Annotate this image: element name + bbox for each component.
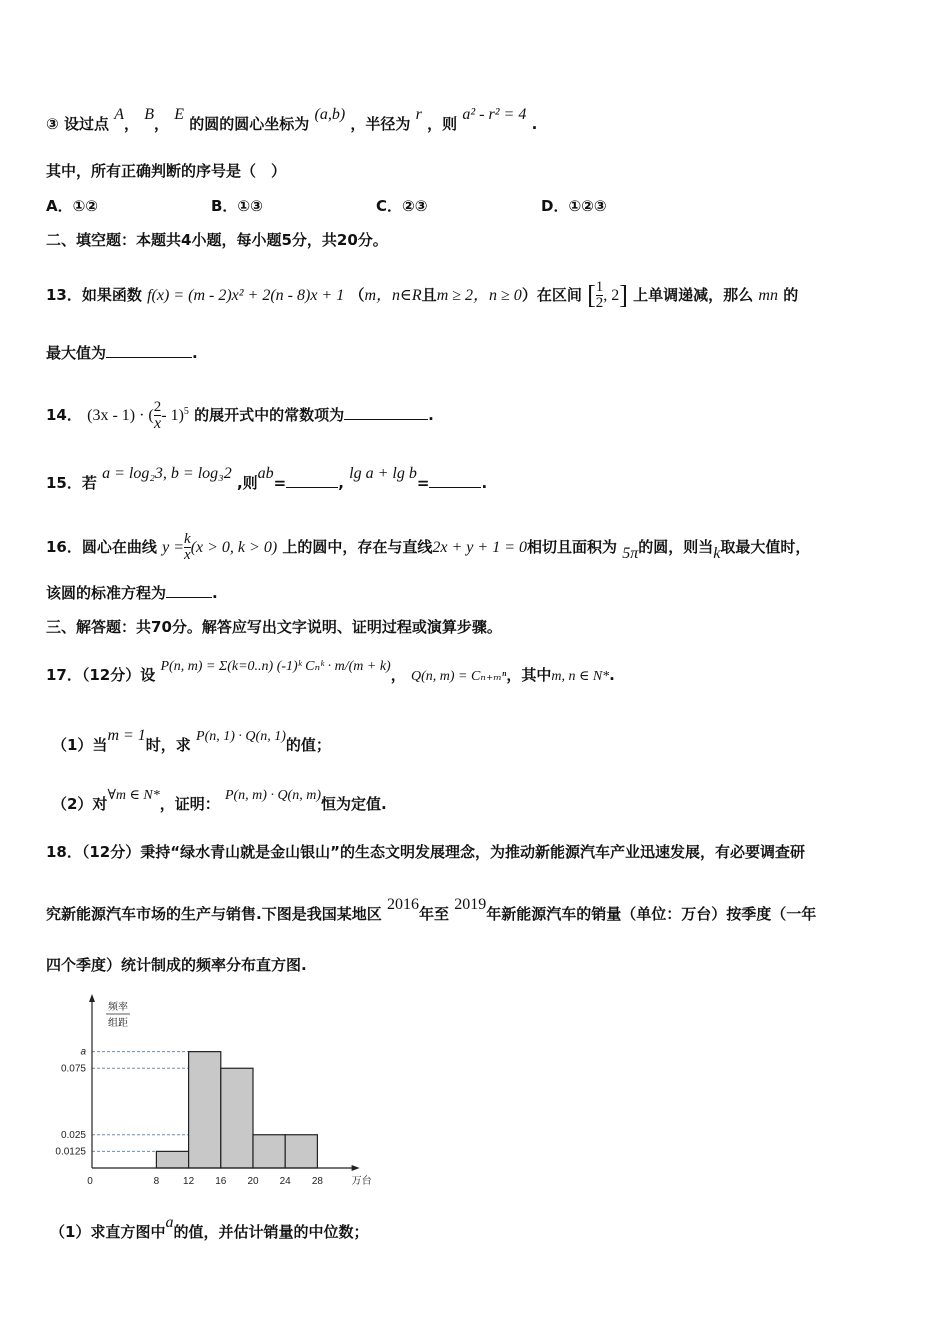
q17-q-definition: Q(n, m) = Cₙ₊ₘⁿ <box>410 669 507 684</box>
q18-line2c: 年新能源汽车的销量（单位：万台）按季度（一年 <box>486 905 817 923</box>
x-tick-label-0: 0 <box>87 1176 93 1187</box>
q16-curve-den: x <box>184 547 191 563</box>
q16-curve-lhs: y = <box>162 539 185 556</box>
q14-answer-blank[interactable] <box>344 404 428 420</box>
question-13-line2 <box>46 342 198 363</box>
option-c[interactable]: C．②③ <box>376 197 428 215</box>
q14-end: . <box>428 406 434 424</box>
q17-p1-text: 时，求 <box>145 736 191 754</box>
q17-p1-expr: P(n, 1) · Q(n, 1) <box>196 729 286 744</box>
q17-p2-label: （2）对 <box>52 795 108 813</box>
q16-curve-cond: (x > 0, k > 0) <box>190 539 278 556</box>
q17-p1-label: （1）当 <box>52 736 108 754</box>
q13-text-after: 上单调递减，那么 <box>633 286 754 304</box>
x-tick-label-6: 28 <box>311 1176 323 1187</box>
q16-line-eq: 2x + y + 1 = 0 <box>432 539 527 556</box>
frequency-histogram <box>46 992 372 1192</box>
radius-var: r <box>415 106 422 123</box>
bar-12-16 <box>189 1052 221 1168</box>
option-a[interactable]: A．①② <box>46 197 99 215</box>
item3-equation: a² - r² = 4 <box>462 106 527 123</box>
q17-end: . <box>609 666 615 684</box>
q13-and: 且 <box>421 286 437 304</box>
q15-expr2: lg a + lg b <box>349 465 417 482</box>
x-axis-arrow <box>352 1165 360 1171</box>
q17-p1-cond: m = 1 <box>107 727 146 744</box>
question-17 <box>46 659 615 687</box>
interval-right-bracket: ] <box>619 280 628 310</box>
q15-eq2: = <box>416 474 430 492</box>
q13-mn: mn <box>758 287 778 304</box>
question-14 <box>46 400 434 431</box>
question-17-part-2 <box>52 788 387 816</box>
q16-curve-fraction <box>184 532 191 563</box>
sep1: ， <box>123 115 139 133</box>
q15-comma: , <box>338 474 344 492</box>
q16-text3: 的圆，则当 <box>638 538 714 556</box>
q17-sep: ， <box>390 666 406 684</box>
question-18-line2 <box>46 896 817 925</box>
q13-end: 的 <box>783 286 799 304</box>
bar-24-28 <box>285 1135 317 1168</box>
item3-text3: ，半径为 <box>350 115 411 133</box>
item3-text4: ，则 <box>427 115 458 133</box>
x-tick-label-5: 24 <box>279 1176 291 1187</box>
bar-8-12 <box>156 1151 188 1168</box>
q15-ab: ab <box>257 465 274 482</box>
y-tick-label-3: 0.0125 <box>55 1146 86 1158</box>
q15-end: . <box>481 474 488 492</box>
x-tick-label-1: 8 <box>153 1176 160 1187</box>
q14-text: 的展开式中的常数项为 <box>194 406 345 424</box>
q18-year2: 2019 <box>454 896 487 913</box>
q18-line2a: 究新能源汽车市场的生产与销售.下图是我国某地区 <box>46 905 382 923</box>
q18-sub1-text-a: （1）求直方图中 <box>50 1223 166 1241</box>
q18-year1: 2016 <box>386 896 419 913</box>
item3-text2: 的圆的圆心坐标为 <box>189 115 310 133</box>
q15-blank-1[interactable] <box>286 472 338 488</box>
question-18-line1: 18．（12分）秉持“绿水青山就是金山银山”的生态文明发展理念，为推动新能源汽车产业迅速发展，有必要调查研 <box>46 843 805 861</box>
question-15 <box>46 465 488 494</box>
q17-text1: ，其中 <box>506 666 552 684</box>
question-16-line2 <box>46 582 218 603</box>
q15-number: 15．若 <box>46 474 97 492</box>
question-18-sub-1 <box>50 1214 369 1243</box>
q13-cond2: m ≥ 2，n ≥ 0 <box>436 287 522 304</box>
question-17-part-1 <box>52 727 331 757</box>
x-tick-label-4: 20 <box>247 1176 259 1187</box>
x-tick-label-3: 16 <box>215 1176 227 1187</box>
q13-paren-open: （ <box>349 286 365 304</box>
q13-cond1: m，n∈R <box>364 287 422 304</box>
q17-p1-end: 的值； <box>285 736 331 754</box>
section-3-title: 三、解答题：共70分。解答应写出文字说明、证明过程或演算步骤。 <box>46 618 502 636</box>
y-tick-label-1: 0.075 <box>60 1063 86 1075</box>
interval-num: 1 <box>595 279 604 295</box>
q13-function: f(x) = (m - 2)x² + 2(n - 8)x + 1 <box>147 287 345 304</box>
q17-p2-end: 恒为定值. <box>320 795 387 813</box>
histogram-bars <box>156 1052 317 1168</box>
q14-power: 5 <box>183 406 189 417</box>
q15-eq1: = <box>273 474 287 492</box>
options-row <box>46 196 646 216</box>
bar-20-24 <box>253 1135 285 1168</box>
y-axis-label-bottom: 组距 <box>108 1018 128 1029</box>
q13-line2-text: 最大值为 <box>46 344 107 362</box>
question-prompt: 其中，所有正确判断的序号是（ ） <box>46 162 287 180</box>
y-axis-arrow <box>89 994 95 1002</box>
q16-number: 16．圆心在曲线 <box>46 538 157 556</box>
q14-number: 14． <box>46 406 82 424</box>
q16-text4: 取最大值时， <box>720 538 811 556</box>
q16-curve-num: k <box>184 531 191 547</box>
q14-expr-right: - 1) <box>161 407 184 424</box>
q14-expr-left: (3x - 1) · ( <box>87 407 154 424</box>
option-b[interactable]: B．①③ <box>211 197 263 215</box>
bar-16-20 <box>221 1068 253 1168</box>
q16-text1: 上的圆中，存在与直线 <box>282 538 433 556</box>
q13-paren-close: ）在区间 <box>521 286 582 304</box>
q15-blank-2[interactable] <box>429 472 481 488</box>
interval-den: 2 <box>595 295 604 311</box>
q17-number: 17．（12分）设 <box>46 666 156 684</box>
point-e: E <box>174 106 185 123</box>
q16-line2-end: . <box>212 584 218 602</box>
q16-area: 5π <box>622 545 639 562</box>
section-2-title: 二、填空题：本题共4小题，每小题5分，共20分。 <box>46 231 388 249</box>
center-coords: (a,b) <box>314 106 346 123</box>
y-tick-label-0: a <box>80 1046 86 1058</box>
circled-3: ③ <box>46 115 59 133</box>
interval-right: , 2 <box>603 287 620 304</box>
q16-line2-text: 该圆的标准方程为 <box>46 584 167 602</box>
q18-sub1-text-b: 的值，并估计销量的中位数； <box>173 1223 369 1241</box>
point-b: B <box>144 106 154 123</box>
y-tick-label-2: 0.025 <box>60 1129 86 1141</box>
point-a: A <box>114 106 124 123</box>
q17-p-definition: P(n, m) = Σ(k=0..n) (-1)ᵏ Cₙᵏ · m/(m + k) <box>160 659 391 674</box>
sep2: ， <box>154 115 170 133</box>
q16-text2: 相切且面积为 <box>526 538 617 556</box>
q14-frac-den: x <box>153 415 162 432</box>
q13-line2-end: . <box>192 344 198 362</box>
q13-number: 13．如果函数 <box>46 286 142 304</box>
q15-text1: ,则 <box>236 474 258 492</box>
q18-line2b: 年至 <box>418 905 449 923</box>
question-16 <box>46 532 810 563</box>
option-d[interactable]: D．①②③ <box>541 197 607 215</box>
x-axis-label: 万台 <box>351 1176 372 1187</box>
q18-sub1-var: a <box>165 1214 174 1231</box>
interval-left-bracket: [ <box>587 280 596 310</box>
item3-end: . <box>531 115 538 133</box>
q14-frac-num: 2 <box>153 399 162 415</box>
q17-p2-text: ，证明： <box>159 795 220 813</box>
q15-expr: a = log₂3, b = log₃2 <box>102 465 232 482</box>
q17-p2-expr: P(n, m) · Q(n, m) <box>224 788 321 803</box>
q16-answer-blank[interactable] <box>166 582 212 598</box>
question-13 <box>46 280 798 311</box>
x-tick-label-2: 12 <box>183 1176 195 1187</box>
item-3 <box>46 106 538 135</box>
item3-text1: 设过点 <box>63 115 109 133</box>
q17-domain: m, n ∈ N* <box>551 669 610 684</box>
y-axis-label-top: 频率 <box>108 1002 128 1013</box>
q17-p2-cond: ∀m ∈ N* <box>107 788 160 803</box>
question-18-line3: 四个季度）统计制成的频率分布直方图. <box>46 956 307 974</box>
q13-answer-blank[interactable] <box>106 342 192 358</box>
q16-k: k <box>713 545 721 562</box>
